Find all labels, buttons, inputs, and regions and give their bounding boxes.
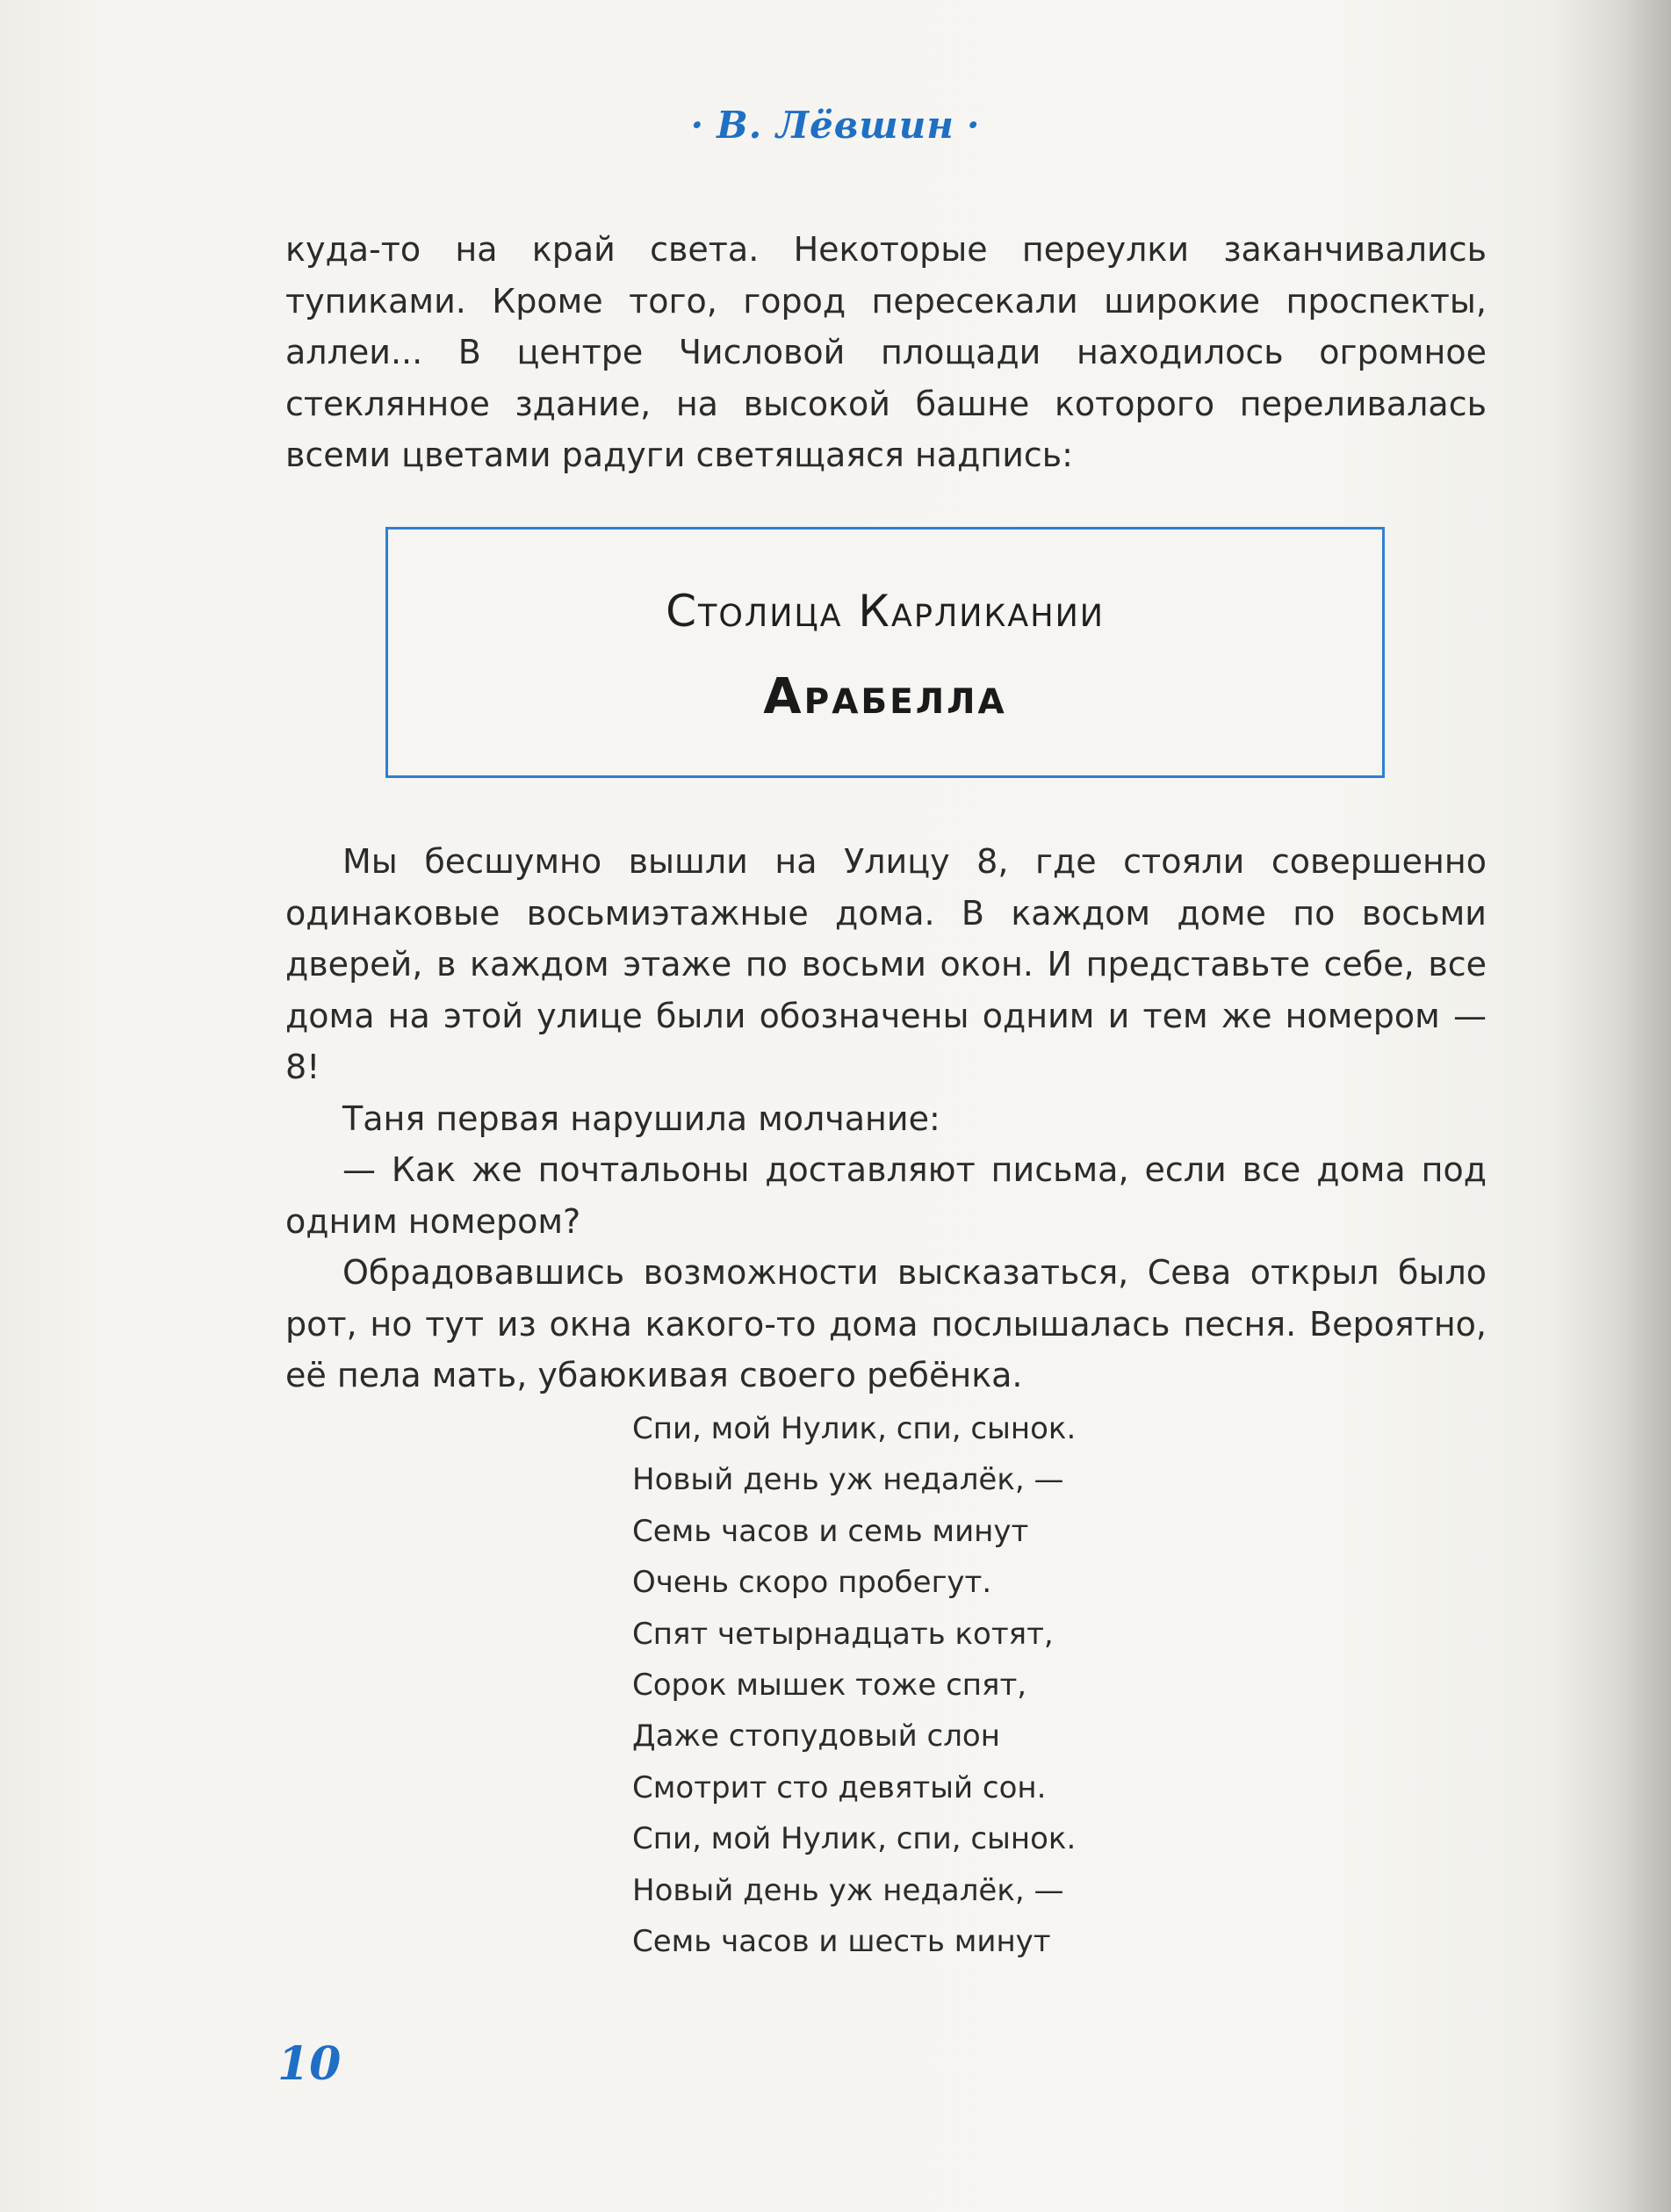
poem-line: Сорок мышек тоже спят, [632,1668,1027,1704]
sign-line-capital: Столица Карликании [666,586,1105,637]
head-separator-left: · [690,104,705,147]
paragraph-tanya: Таня первая нарушила молчание: [342,1099,940,1138]
paragraph-street: Мы бесшумно вышли на Улицу 8, где стояли совершенно одинаковые восьмиэтажные дома. В каждом доме по восьми дверей, в каждом этаже по восьми окон. И представьте себе, все дома на этой улице были обозначены одним и тем же номером — 8! [285,842,1487,1086]
main-text-block [285,836,1487,1401]
paragraph-song: Обрадовавшись возможности высказаться, Сева открыл было рот, но тут из окна какого-то дома послышалась песня. Вероятно, её пела мать, убаюкивая своего ребёнка. [285,1253,1487,1394]
poem-line: Спят четырнадцать котят, [632,1616,1054,1652]
intro-paragraph: куда-то на край света. Некоторые переулки заканчивались тупиками. Кроме того, город пересекали широкие проспекты, аллеи... В центре Числовой площади находилось огромное стеклянное здание, на высокой башне которого переливалась всеми цветами радуги светящаяся надпись: [285,230,1487,474]
poem-line: Смотрит сто девятый сон. [632,1769,1047,1805]
paragraph-question: — Как же почтальоны доставляют письма, если все дома под одним номером? [285,1150,1487,1241]
author-name: В. Лёвшин [717,104,954,147]
poem-line: Очень скоро пробегут. [632,1565,992,1601]
poem-line: Семь часов и семь минут [632,1513,1029,1549]
head-separator-right: · [966,104,981,147]
poem-line: Новый день уж недалёк, — [632,1462,1064,1498]
poem-line: Спи, мой Нулик, спи, сынок. [632,1821,1077,1857]
running-head [0,104,1671,147]
sign-line-city: Арабелла [763,668,1007,725]
poem-line: Даже стопудовый слон [632,1718,1000,1754]
poem-line: Семь часов и шесть минут [632,1924,1051,1960]
sign-frame [385,527,1385,778]
page-number: 10 [277,2037,342,2091]
poem-line: Новый день уж недалёк, — [632,1872,1064,1908]
lullaby-poem [632,1403,1076,1967]
poem-line: Спи, мой Нулик, спи, сынок. [632,1411,1077,1446]
intro-paragraph-block [285,224,1487,481]
